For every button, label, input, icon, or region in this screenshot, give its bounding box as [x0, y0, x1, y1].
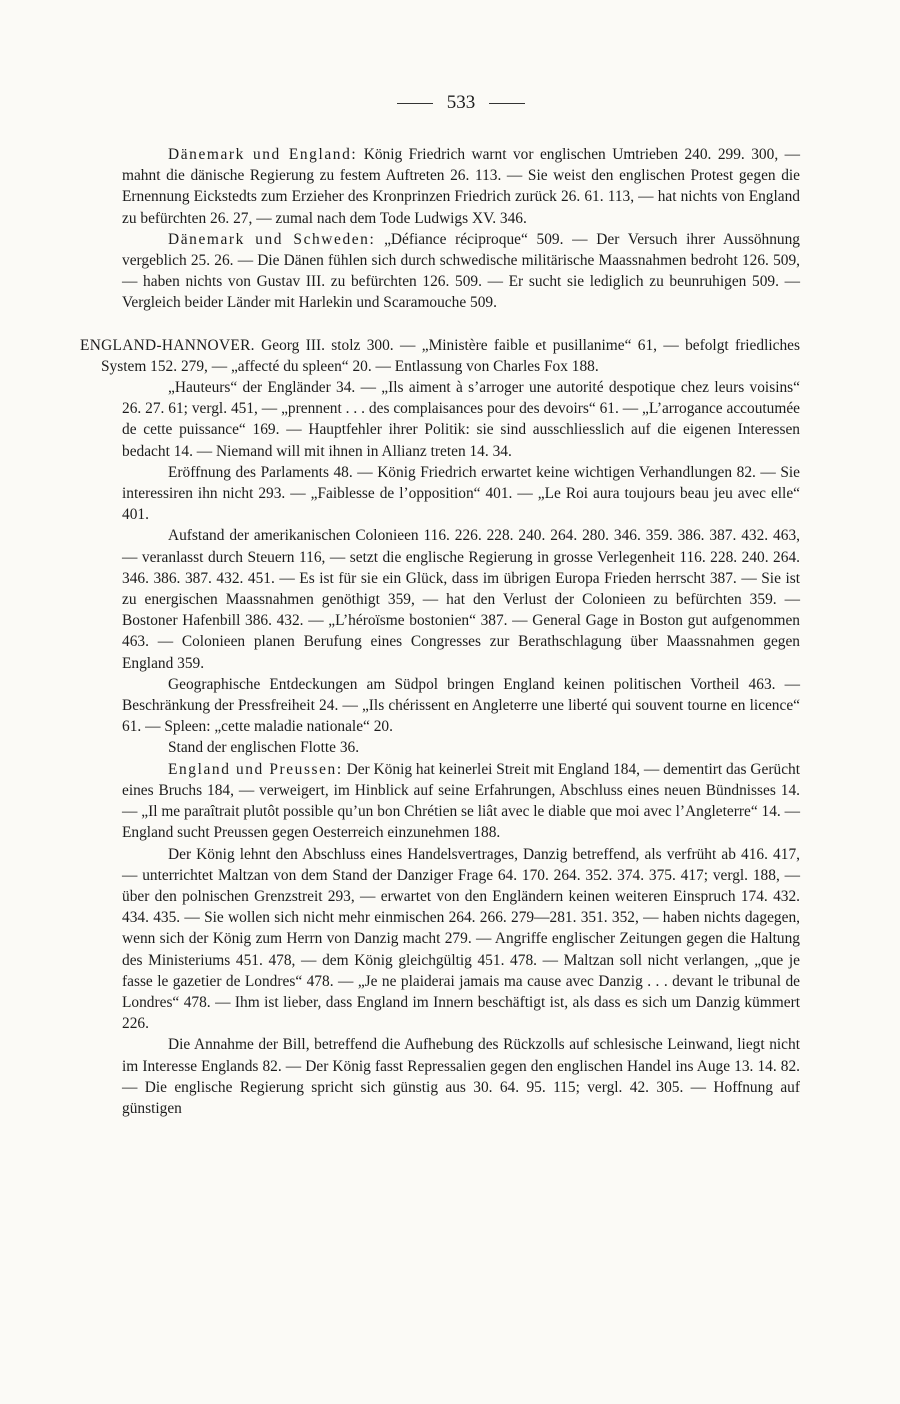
section-england-hannover — [80, 335, 800, 377]
paragraph-text: „Hauteurs“ der Engländer 34. — „Ils aiment à s’arroger une autorité despotique chez leurs voisins“ 26. 27. 61; vergl. 451, — „prennent . . . des complaisances pour des devoirs“ 61. — „L’arrogance accoutumée de cette puissance“ 169. — Hauptfehler ihrer Politik: sie sind ausschliesslich auf die eigenen Interessen bedacht 14. — Niemand will mit ihnen in Allianz treten 14. 34. — [122, 379, 800, 460]
entry-lead: England und Preussen: — [168, 760, 343, 778]
paragraph-text: Aufstand der amerikanischen Colonieen 116. 226. 228. 240. 264. 280. 346. 359. 386. 387. 432. 463, — veranlasst durch Steuern 116, — setzt die englische Regierung in grosse Verlegenheit 116. 228. 240. 264. 346. 386. 387. 432. 451. — Es ist für sie ein Glück, dass im übrigen Europa Frieden herrscht 387. — Sie ist zu energischen Maassnahmen genöthigt 359, — hat den Verlust der Colonieen zu befürchten 359. — Bostoner Hafenbill 386. 432. — „L’héroïsme bostonien“ 387. — General Gage in Boston gut aufgenommen 463. — Colonieen planen Berufung eines Congresses zur Berathschlagung über Maassnahmen gegen England 359. — [122, 527, 800, 672]
paragraph-england-preussen — [122, 759, 800, 844]
paragraph-text: Stand der englischen Flotte 36. — [168, 739, 360, 757]
paragraph-flotte — [122, 737, 800, 758]
page-number: 533 — [446, 92, 476, 113]
entry-lead: Dänemark und Schweden: — [168, 230, 376, 248]
paragraph-hauteurs — [122, 377, 800, 462]
paragraph-daenemark-schweden — [122, 229, 800, 314]
entry-lead: Dänemark und England: — [168, 146, 358, 163]
header-rule-left — [397, 103, 433, 104]
header-rule-right — [489, 103, 525, 104]
paragraph-text: Georg III. stolz 300. — „Ministère faible et pusillanime“ 61, — befolgt friedliches System 152. 279, — „affecté du spleen“ 20. — Entlassung von Charles Fox 188. — [101, 336, 800, 375]
page-header — [122, 92, 800, 114]
paragraph-text: „Défiance réciproque“ 509. — Der Versuch ihrer Aussöhnung vergeblich 25. 26. — Die Dänen fühlen sich durch schwedische militärische Maassnahmen bedroht 126. 509, — haben nichts von Gustav III. zu befürchten 126. 509. — Er sucht sie lediglich zu beunruhigen 509. — Vergleich beider Länder mit Harlekin und Scaramouche 509. — [122, 230, 800, 312]
paragraph-text: Der König hat keinerlei Streit mit England 184, — dementirt das Gerücht eines Bruchs 184, — verweigert, im Hinblick auf seine Erfahrungen, Abschluss eines neuen Bündnisses 14. — „Il me paraîtrait plutôt possible qu’un bon Chrétien se liât avec le diable que moi avec l’Angleterre“ 14. — England sucht Preussen gegen Oesterreich einzunehmen 188. — [122, 760, 800, 842]
paragraph-bill-leinwand — [122, 1034, 800, 1119]
section-heading: ENGLAND-HANNOVER. — [80, 336, 255, 354]
paragraph-text: Die Annahme der Bill, betreffend die Aufhebung des Rückzolls auf schlesische Leinwand, liegt nicht im Interesse Englands 82. — Der König fasst Repressalien gegen den englischen Handel ins Auge 13. 14. 82. — Die englische Regierung spricht sich günstig aus 30. 64. 95. 115; vergl. 42. 305. — Hoffnung auf günstigen — [122, 1036, 800, 1117]
paragraph-parlament — [122, 462, 800, 526]
paragraph-text: König Friedrich warnt vor englischen Umtrieben 240. 299. 300, — mahnt die dänische Regierung zu festem Auftreten 26. 113. — Sie weist den englischen Protest gegen die Ernennung Eickstedts zum Erzieher des Kronprinzen Friedrich zurück 26. 61. 113, — hat nichts von England zu befürchten 26. 27, — zumal nach dem Tode Ludwigs XV. 346. — [122, 146, 801, 227]
paragraph-daenemark-england — [122, 144, 800, 229]
paragraph-danzig — [122, 844, 800, 1035]
paragraph-text: Eröffnung des Parlaments 48. — König Friedrich erwartet keine wichtigen Verhandlungen 82. — Sie interessiren ihn nicht 293. — „Faiblesse de l’opposition“ 401. — „Le Roi aura toujours beau jeu avec elle“ 401. — [122, 463, 800, 524]
paragraph-text: Geographische Entdeckungen am Südpol bringen England keinen politischen Vortheil 463. — Beschränkung der Pressfreiheit 24. — „Ils chérissent en Angleterre une liberté qui souvent tourne en licence“ 61. — Spleen: „cette maladie nationale“ 20. — [122, 675, 800, 736]
paragraph-aufstand-colonieen — [122, 525, 800, 673]
paragraph-entdeckungen — [122, 674, 800, 738]
paragraph-text: Der König lehnt den Abschluss eines Handelsvertrages, Danzig betreffend, als verfrüht ab 416. 417, — unterrichtet Maltzan von dem Stand der Danziger Frage 64. 170. 264. 352. 374. 375. 417; vergl. 188, — über den polnischen Grenzstreit 293, — erwartet von den Engländern keinen weiteren Einspruch 174. 432. 434. 435. — Sie wollen sich nicht mehr einmischen 264. 266. 279—281. 351. 352, — haben nichts dagegen, wenn sich der König zum Herrn von Danzig macht 279. — Angriffe englischer Zeitungen gegen die Haltung des Ministeriums 451. 478, — dem König gleichgültig 451. 478. — Maltzan soll nicht verlangen, „que je fasse le gazetier de Londres“ 478. — „Je ne plaiderai jamais ma cause avec Danzig . . . devant le tribunal de Londres“ 478. — Ihm ist lieber, dass England im Innern beschäftigt ist, als dass es sich um Danzig kümmert 226. — [122, 845, 800, 1033]
